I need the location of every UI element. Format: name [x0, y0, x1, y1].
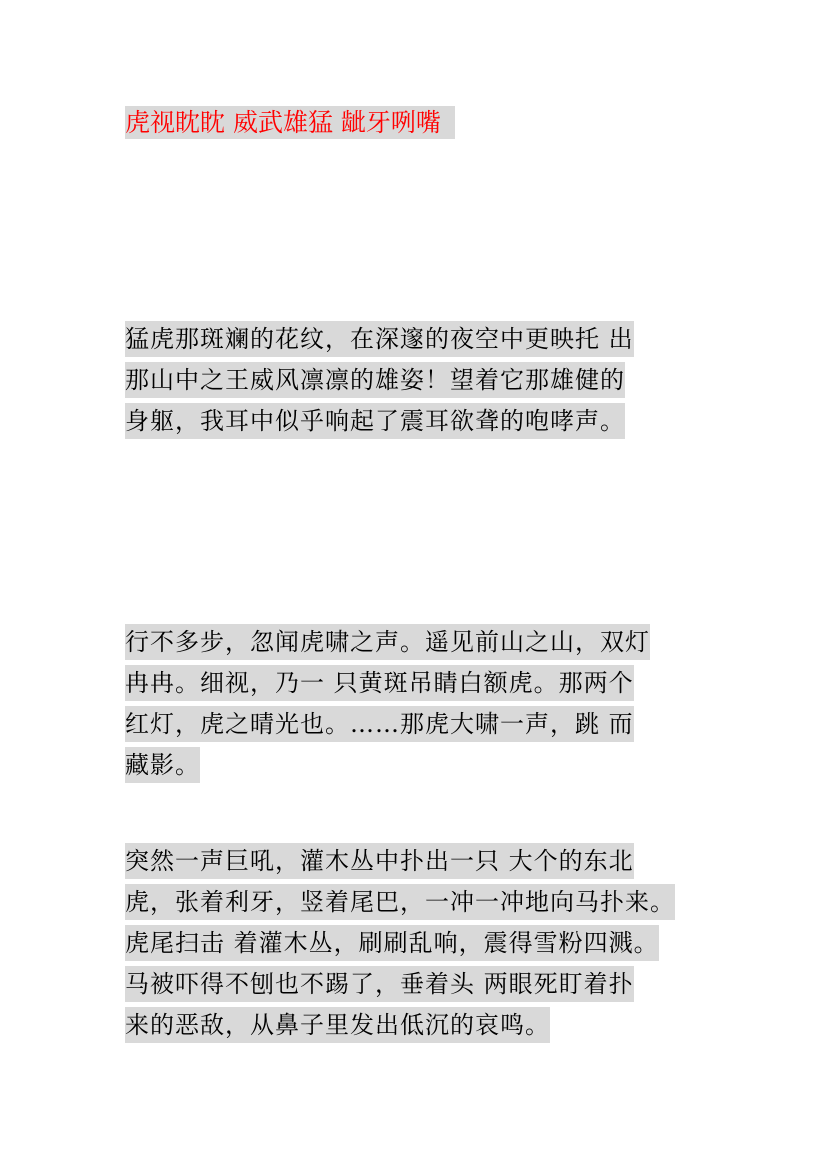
text-line: 身躯，我耳中似乎响起了震耳欲聋的咆哮声。 — [125, 403, 625, 439]
text-line: 那山中之王威风凛凛的雄姿！望着它那雄健的 — [125, 362, 625, 398]
text-line: 藏影。 — [125, 747, 200, 783]
text-line: 行不多步，忽闻虎啸之声。遥见前山之山，双灯 — [125, 624, 650, 660]
page-title: 虎视眈眈 威武雄猛 龇牙咧嘴 — [125, 106, 455, 139]
text-line: 红灯，虎之晴光也。……那虎大啸一声，跳 而 — [125, 706, 634, 742]
paragraph-1 — [125, 321, 725, 444]
text-line: 马被吓得不刨也不踢了，垂着头 两眼死盯着扑 — [125, 966, 634, 1002]
paragraph-3 — [125, 843, 725, 1048]
text-line: 猛虎那斑斓的花纹，在深邃的夜空中更映托 出 — [125, 321, 634, 357]
text-line: 冉冉。细视，乃一 只黄斑吊睛白额虎。那两个 — [125, 665, 634, 701]
text-line: 来的恶敌，从鼻子里发出低沉的哀鸣。 — [125, 1007, 550, 1043]
text-line: 虎尾扫击 着灌木丛，刷刷乱响，震得雪粉四溅。 — [125, 925, 659, 961]
text-line: 虎，张着利牙，竖着尾巴，一冲一冲地向马扑来。 — [125, 884, 675, 920]
paragraph-2 — [125, 624, 725, 788]
text-line: 突然一声巨吼，灌木丛中扑出一只 大个的东北 — [125, 843, 634, 879]
